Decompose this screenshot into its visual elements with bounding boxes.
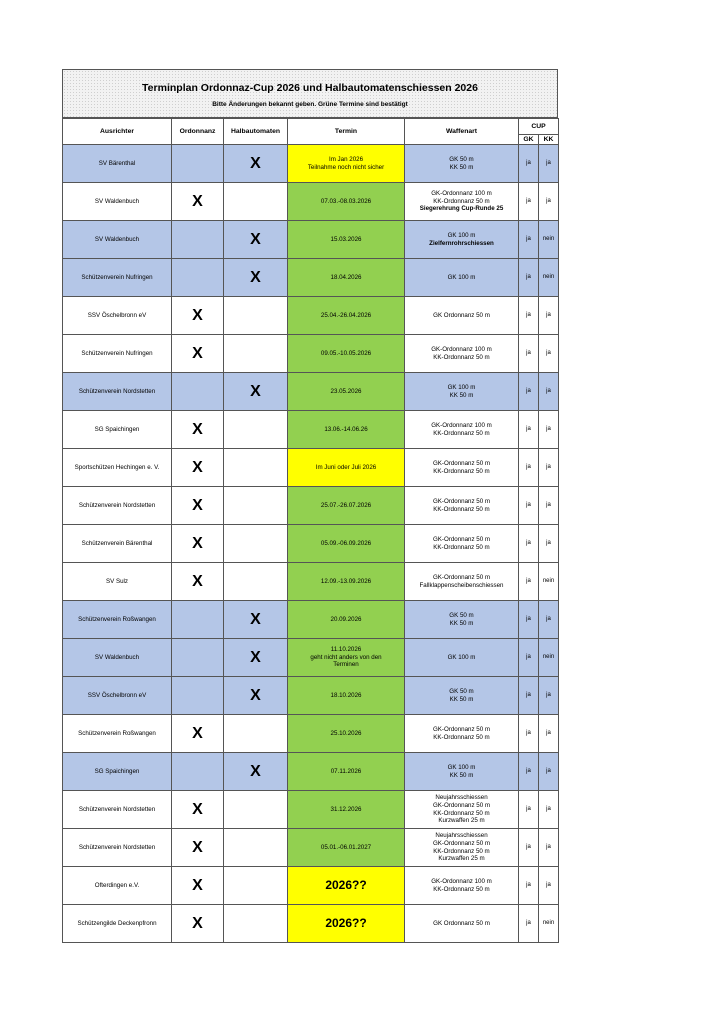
cup-gk-cell: ja (519, 373, 539, 411)
cell-line: 18.04.2026 (330, 273, 362, 281)
cell-line: KK-Ordonnanz 50 m (433, 847, 490, 855)
termin-cell (288, 335, 405, 373)
table-row (63, 905, 559, 943)
cell-line: KK 50 m (449, 163, 474, 171)
cell-line: 05.01.-06.01.2027 (320, 843, 372, 851)
cell-line: GK 50 m (449, 687, 474, 695)
cup-kk-cell: nein (539, 905, 559, 943)
waffenart-cell (405, 563, 519, 601)
halbautomaten-cell (224, 829, 288, 867)
cup-gk-cell: ja (519, 905, 539, 943)
halbautomaten-cell (224, 525, 288, 563)
cell-line: GK 100 m (447, 273, 476, 281)
cell-line: KK-Ordonnanz 50 m (433, 197, 490, 205)
ordonnanz-cell: X (172, 829, 224, 867)
cell-line: 05.09.-06.09.2026 (320, 539, 372, 547)
waffenart-cell (405, 145, 519, 183)
cup-gk-cell: ja (519, 297, 539, 335)
header-termin: Termin (288, 119, 405, 145)
page-title: Terminplan Ordonnaz-Cup 2026 und Halbautomatenschiessen 2026 (142, 82, 478, 94)
cup-kk-cell: ja (539, 411, 559, 449)
ausrichter-cell: Schützenverein Nufringen (63, 335, 172, 373)
termin-cell (288, 867, 405, 905)
cell-line: GK-Ordonnanz 50 m (432, 573, 491, 581)
cell-line: KK 50 m (449, 619, 474, 627)
termin-cell (288, 449, 405, 487)
cell-line: Kurzwaffen 25 m (438, 855, 485, 863)
cup-gk-cell: ja (519, 867, 539, 905)
termin-cell (288, 791, 405, 829)
ordonnanz-cell (172, 753, 224, 791)
cup-gk-cell: ja (519, 449, 539, 487)
cup-gk-cell: ja (519, 639, 539, 677)
halbautomaten-cell: X (224, 753, 288, 791)
halbautomaten-cell: X (224, 601, 288, 639)
table-row (63, 183, 559, 221)
halbautomaten-cell: X (224, 145, 288, 183)
ausrichter-cell: Ofterdingen e.V. (63, 867, 172, 905)
table-row (63, 601, 559, 639)
table-row (63, 829, 559, 867)
cell-line: Fallklappenscheibenschiessen (419, 581, 504, 589)
cell-line: GK 100 m (447, 231, 476, 239)
cup-gk-cell: ja (519, 753, 539, 791)
cell-line: GK Ordonnanz 50 m (433, 919, 490, 927)
ordonnanz-cell (172, 677, 224, 715)
table-row (63, 753, 559, 791)
ordonnanz-cell: X (172, 525, 224, 563)
table-row (63, 525, 559, 563)
cell-line: Neujahrsschiessen (435, 794, 488, 802)
halbautomaten-cell: X (224, 373, 288, 411)
cell-line: GK-Ordonnanz 50 m (432, 459, 491, 467)
termin-cell (288, 829, 405, 867)
waffenart-cell (405, 373, 519, 411)
waffenart-cell (405, 449, 519, 487)
cup-gk-cell: ja (519, 525, 539, 563)
waffenart-cell (405, 867, 519, 905)
cup-gk-cell: ja (519, 791, 539, 829)
cup-kk-cell: ja (539, 791, 559, 829)
cell-line: GK Ordonnanz 50 m (433, 311, 490, 319)
ordonnanz-cell (172, 221, 224, 259)
termin-cell (288, 905, 405, 943)
waffenart-cell (405, 297, 519, 335)
cell-line: KK-Ordonnanz 50 m (433, 505, 490, 513)
ordonnanz-cell: X (172, 183, 224, 221)
cup-kk-cell: ja (539, 297, 559, 335)
halbautomaten-cell: X (224, 639, 288, 677)
cup-kk-cell: ja (539, 525, 559, 563)
ausrichter-cell: Schützenverein Nordstetten (63, 373, 172, 411)
cell-line: GK-Ordonnanz 50 m (432, 839, 491, 847)
waffenart-cell (405, 753, 519, 791)
ordonnanz-cell: X (172, 715, 224, 753)
header-ordonnanz: Ordonnanz (172, 119, 224, 145)
halbautomaten-cell (224, 867, 288, 905)
cell-line: 18.10.2026 (330, 691, 362, 699)
cell-line: GK-Ordonnanz 100 m (431, 877, 492, 885)
ordonnanz-cell: X (172, 449, 224, 487)
cell-line: 2026?? (325, 877, 367, 892)
cell-line: Zielfernrohrschiessen (429, 239, 494, 247)
header-halbautomaten: Halbautomaten (224, 119, 288, 145)
table-row (63, 335, 559, 373)
waffenart-cell (405, 791, 519, 829)
halbautomaten-cell (224, 183, 288, 221)
cup-gk-cell: ja (519, 487, 539, 525)
header-gk: GK (519, 135, 539, 145)
halbautomaten-cell: X (224, 221, 288, 259)
cell-line: 31.12.2026 (330, 805, 362, 813)
header-ausrichter: Ausrichter (63, 119, 172, 145)
ordonnanz-cell: X (172, 905, 224, 943)
waffenart-cell (405, 183, 519, 221)
schedule-sheet (62, 69, 558, 943)
cell-line: GK 50 m (449, 155, 474, 163)
cell-line: GK-Ordonnanz 100 m (431, 190, 492, 198)
termin-cell (288, 525, 405, 563)
cell-line: 07.03.-08.03.2026 (320, 197, 372, 205)
cell-line: 25.04.-26.04.2026 (320, 311, 372, 319)
cell-line: GK-Ordonnanz 50 m (432, 497, 491, 505)
cell-line: GK 100 m (447, 763, 476, 771)
header-kk: KK (539, 135, 559, 145)
table-row (63, 411, 559, 449)
ausrichter-cell: Schützenverein Bärenthal (63, 525, 172, 563)
cell-line: KK-Ordonnanz 50 m (433, 429, 490, 437)
ordonnanz-cell: X (172, 335, 224, 373)
cell-line: 20.09.2026 (330, 615, 362, 623)
cell-line: Im Jan 2026 (328, 155, 364, 163)
cup-gk-cell: ja (519, 677, 539, 715)
cup-gk-cell: ja (519, 259, 539, 297)
ordonnanz-cell (172, 639, 224, 677)
cup-gk-cell: ja (519, 145, 539, 183)
ausrichter-cell: Schützenverein Nordstetten (63, 829, 172, 867)
waffenart-cell (405, 829, 519, 867)
ordonnanz-cell: X (172, 411, 224, 449)
ordonnanz-cell (172, 145, 224, 183)
halbautomaten-cell: X (224, 677, 288, 715)
table-row (63, 221, 559, 259)
schedule-rows (63, 145, 559, 943)
halbautomaten-cell (224, 449, 288, 487)
cell-line: GK-Ordonnanz 100 m (431, 345, 492, 353)
cell-line: 13.06.-14.06.26 (324, 425, 368, 433)
ausrichter-cell: Schützenverein Nufringen (63, 259, 172, 297)
halbautomaten-cell: X (224, 259, 288, 297)
ausrichter-cell: SSV Öschelbronn eV (63, 297, 172, 335)
table-row (63, 373, 559, 411)
ausrichter-cell: Schützenverein Nordstetten (63, 791, 172, 829)
cup-kk-cell: ja (539, 449, 559, 487)
header-waffenart: Waffenart (405, 119, 519, 145)
cell-line: 2026?? (325, 915, 367, 930)
table-row (63, 145, 559, 183)
termin-cell (288, 601, 405, 639)
cup-kk-cell: ja (539, 601, 559, 639)
termin-cell (288, 411, 405, 449)
cup-gk-cell: ja (519, 221, 539, 259)
waffenart-cell (405, 335, 519, 373)
halbautomaten-cell (224, 905, 288, 943)
termin-cell (288, 639, 405, 677)
cup-kk-cell: ja (539, 753, 559, 791)
cell-line: GK-Ordonnanz 50 m (432, 725, 491, 733)
ausrichter-cell: SV Sulz (63, 563, 172, 601)
ausrichter-cell: Schützenverein Roßwangen (63, 601, 172, 639)
cell-line: GK-Ordonnanz 100 m (431, 421, 492, 429)
cell-line: KK-Ordonnanz 50 m (433, 885, 490, 893)
cell-line: Teilnahme noch nicht sicher (307, 163, 385, 171)
termin-cell (288, 297, 405, 335)
ausrichter-cell: SV Waldenbuch (63, 639, 172, 677)
cup-kk-cell: ja (539, 677, 559, 715)
cell-line: KK 50 m (449, 391, 474, 399)
termin-cell (288, 259, 405, 297)
table-row (63, 449, 559, 487)
cell-line: KK-Ordonnanz 50 m (433, 467, 490, 475)
waffenart-cell (405, 487, 519, 525)
table-row (63, 791, 559, 829)
cell-line: KK-Ordonnanz 50 m (433, 809, 490, 817)
ausrichter-cell: SSV Öschelbronn eV (63, 677, 172, 715)
title-box (62, 69, 558, 118)
ausrichter-cell: SV Waldenbuch (63, 221, 172, 259)
cell-line: 07.11.2026 (330, 767, 362, 775)
cell-line: geht nicht anders von den (310, 653, 382, 661)
cell-line: Terminen (333, 661, 359, 669)
schedule-table (62, 118, 559, 943)
ausrichter-cell: Sportschützen Hechingen e. V. (63, 449, 172, 487)
table-row (63, 715, 559, 753)
cup-kk-cell: ja (539, 829, 559, 867)
halbautomaten-cell (224, 715, 288, 753)
cell-line: KK 50 m (449, 695, 474, 703)
cell-line: KK 50 m (449, 771, 474, 779)
ausrichter-cell: SG Spaichingen (63, 753, 172, 791)
cell-line: 09.05.-10.05.2026 (320, 349, 372, 357)
cup-kk-cell: ja (539, 145, 559, 183)
halbautomaten-cell (224, 791, 288, 829)
cup-gk-cell: ja (519, 829, 539, 867)
cup-gk-cell: ja (519, 715, 539, 753)
cup-kk-cell: nein (539, 259, 559, 297)
cell-line: 25.07.-26.07.2026 (320, 501, 372, 509)
halbautomaten-cell (224, 335, 288, 373)
cup-gk-cell: ja (519, 335, 539, 373)
cell-line: GK-Ordonnanz 50 m (432, 801, 491, 809)
cup-kk-cell: ja (539, 335, 559, 373)
ordonnanz-cell (172, 373, 224, 411)
table-row (63, 487, 559, 525)
halbautomaten-cell (224, 411, 288, 449)
cup-gk-cell: ja (519, 183, 539, 221)
termin-cell (288, 183, 405, 221)
ordonnanz-cell: X (172, 791, 224, 829)
ausrichter-cell: SV Waldenbuch (63, 183, 172, 221)
cup-kk-cell: nein (539, 221, 559, 259)
cell-line: Siegerehrung Cup-Runde 25 (419, 205, 504, 213)
ordonnanz-cell (172, 601, 224, 639)
termin-cell (288, 145, 405, 183)
table-row (63, 563, 559, 601)
table-row (63, 259, 559, 297)
cell-line: 12.09.-13.09.2026 (320, 577, 372, 585)
ausrichter-cell: SG Spaichingen (63, 411, 172, 449)
cell-line: GK 100 m (447, 653, 476, 661)
ordonnanz-cell: X (172, 563, 224, 601)
cell-line: GK 50 m (449, 611, 474, 619)
cup-gk-cell: ja (519, 563, 539, 601)
ausrichter-cell: Schützenverein Roßwangen (63, 715, 172, 753)
halbautomaten-cell (224, 563, 288, 601)
cell-line: GK-Ordonnanz 50 m (432, 535, 491, 543)
waffenart-cell (405, 525, 519, 563)
cup-kk-cell: ja (539, 183, 559, 221)
waffenart-cell (405, 715, 519, 753)
waffenart-cell (405, 221, 519, 259)
table-row (63, 639, 559, 677)
cell-line: 23.05.2026 (330, 387, 362, 395)
ausrichter-cell: Schützengilde Deckenpfronn (63, 905, 172, 943)
cup-gk-cell: ja (519, 411, 539, 449)
ordonnanz-cell: X (172, 297, 224, 335)
cell-line: Kurzwaffen 25 m (438, 817, 485, 825)
termin-cell (288, 677, 405, 715)
termin-cell (288, 221, 405, 259)
table-row (63, 677, 559, 715)
table-row (63, 297, 559, 335)
waffenart-cell (405, 639, 519, 677)
halbautomaten-cell (224, 487, 288, 525)
waffenart-cell (405, 905, 519, 943)
cup-kk-cell: ja (539, 715, 559, 753)
termin-cell (288, 563, 405, 601)
cell-line: 11.10.2026 (330, 646, 362, 654)
cell-line: KK-Ordonnanz 50 m (433, 353, 490, 361)
termin-cell (288, 373, 405, 411)
waffenart-cell (405, 601, 519, 639)
cup-kk-cell: ja (539, 373, 559, 411)
page-subtitle: Bitte Änderungen bekannt geben. Grüne Termine sind bestätigt (212, 101, 408, 108)
cup-kk-cell: nein (539, 563, 559, 601)
ausrichter-cell: Schützenverein Nordstetten (63, 487, 172, 525)
waffenart-cell (405, 411, 519, 449)
cell-line: KK-Ordonnanz 50 m (433, 543, 490, 551)
header-cup: CUP (519, 119, 559, 135)
ordonnanz-cell: X (172, 867, 224, 905)
waffenart-cell (405, 677, 519, 715)
termin-cell (288, 487, 405, 525)
waffenart-cell (405, 259, 519, 297)
cup-kk-cell: nein (539, 639, 559, 677)
cup-kk-cell: ja (539, 867, 559, 905)
cell-line: Neujahrsschiessen (435, 832, 488, 840)
cell-line: 15.03.2026 (330, 235, 362, 243)
cup-gk-cell: ja (519, 601, 539, 639)
cup-kk-cell: ja (539, 487, 559, 525)
halbautomaten-cell (224, 297, 288, 335)
table-row (63, 867, 559, 905)
cell-line: 25.10.2026 (330, 729, 362, 737)
cell-line: KK-Ordonnanz 50 m (433, 733, 490, 741)
ordonnanz-cell (172, 259, 224, 297)
ausrichter-cell: SV Bärenthal (63, 145, 172, 183)
cell-line: GK 100 m (447, 383, 476, 391)
ordonnanz-cell: X (172, 487, 224, 525)
termin-cell (288, 715, 405, 753)
cell-line: Im Juni oder Juli 2026 (315, 463, 377, 471)
termin-cell (288, 753, 405, 791)
